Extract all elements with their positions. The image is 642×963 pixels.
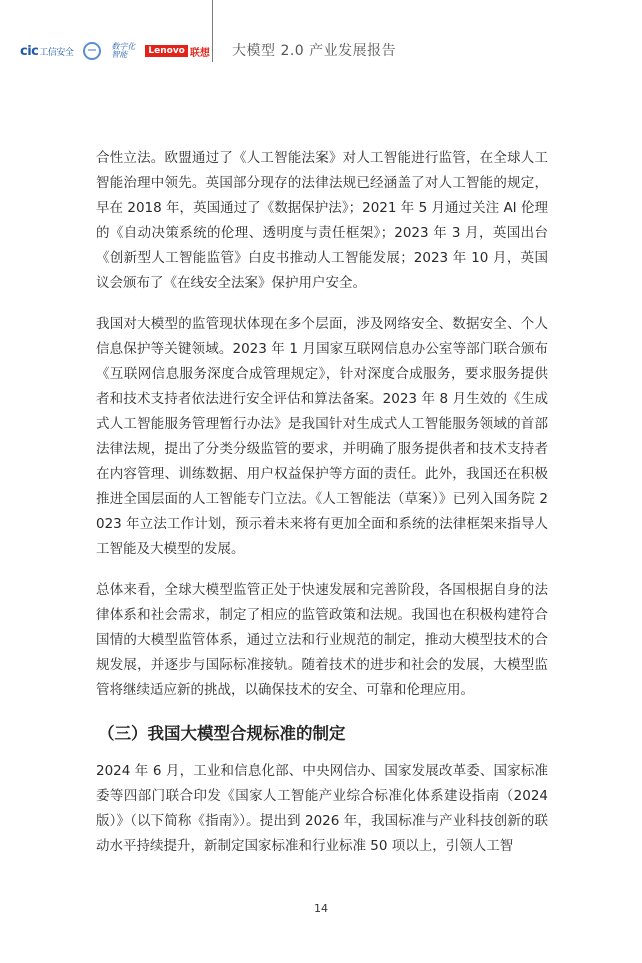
lenovo-logo: Lenovo — [145, 45, 187, 57]
paragraph-3: 总体来看，全球大模型监管正处于快速发展和完善阶段，各国根据自身的法律体系和社会需求，制定了相应的监管政策和法规。我国也在积极构建符合国情的大模型监管体系，通过立法和行业规范的制定，推动大模型技术的合规发展，并逐步与国际标准接轨。随着技术的进步和社会的发展，大模型监管将继续适应新的挑战，以确保技术的安全、可靠和伦理应用。 — [96, 582, 548, 698]
paragraph-1: 合性立法。欧盟通过了《人工智能法案》对人工智能进行监管，在全球人工智能治理中领先。英国部分现存的法律法规已经涵盖了对人工智能的规定，早在 2018 年，英国通过了《数据保护法》；2021 年 5 月通过关注 AI 伦理的《自动决策系统的伦理、透明度与责任框架》；2023 年 3 月，英国出台《创新型人工智能监管》白皮书推动人工智能发展；2023 年 10 月，英国议会颁布了《在线安全法案》保护用户安全。 — [96, 150, 548, 291]
cic-logo: cic工信安全 — [20, 43, 74, 59]
section-paragraph: 2024 年 6 月，工业和信息化部、中央网信办、国家发展改革委、国家标准委等四部门联合印发《国家人工智能产业综合标准化体系建设指南（2024 版）》（以下简称《指南》）。提出到 2026 年，我国标准与产业科技创新的联动水平持续提升，新制定国家标准和行业标准 50 项以上，引领人工智 — [96, 763, 548, 854]
page-content — [96, 146, 548, 875]
report-title: 大模型 2.0 产业发展报告 — [232, 43, 397, 59]
globe-logo-icon — [83, 42, 101, 60]
page-number: 14 — [314, 902, 328, 915]
paragraph-2: 我国对大模型的监管现状体现在多个层面，涉及网络安全、数据安全、个人信息保护等关键领域。2023 年 1 月国家互联网信息办公室等部门联合颁布《互联网信息服务深度合成管理规定》，针对深度合成服务，要求服务提供者和技术支持者依法进行安全评估和算法备案。2023 年 8 月生效的《生成式人工智能服务管理暂行办法》是我国针对生成式人工智能服务领域的首部法律法规，提出了分类分级监管的要求，并明确了服务提供者和技术支持者在内容管理、训练数据、用户权益保护等方面的责任。此外，我国还在积极推进全国层面的人工智能专门立法。《人工智能法（草案）》已列入国务院 2023 年立法工作计划，预示着未来将有更加全面和系统的法律框架来指导人工智能及大模型的发展。 — [96, 316, 548, 557]
section-heading: （三）我国大模型合规标准的制定 — [98, 724, 346, 743]
header-divider — [212, 0, 213, 62]
lenovo-logo-cn: 联想 — [189, 47, 210, 59]
partner-logos — [20, 40, 210, 62]
page-header — [0, 0, 642, 110]
wisdom-logo: 数字化 智能 — [111, 42, 136, 59]
